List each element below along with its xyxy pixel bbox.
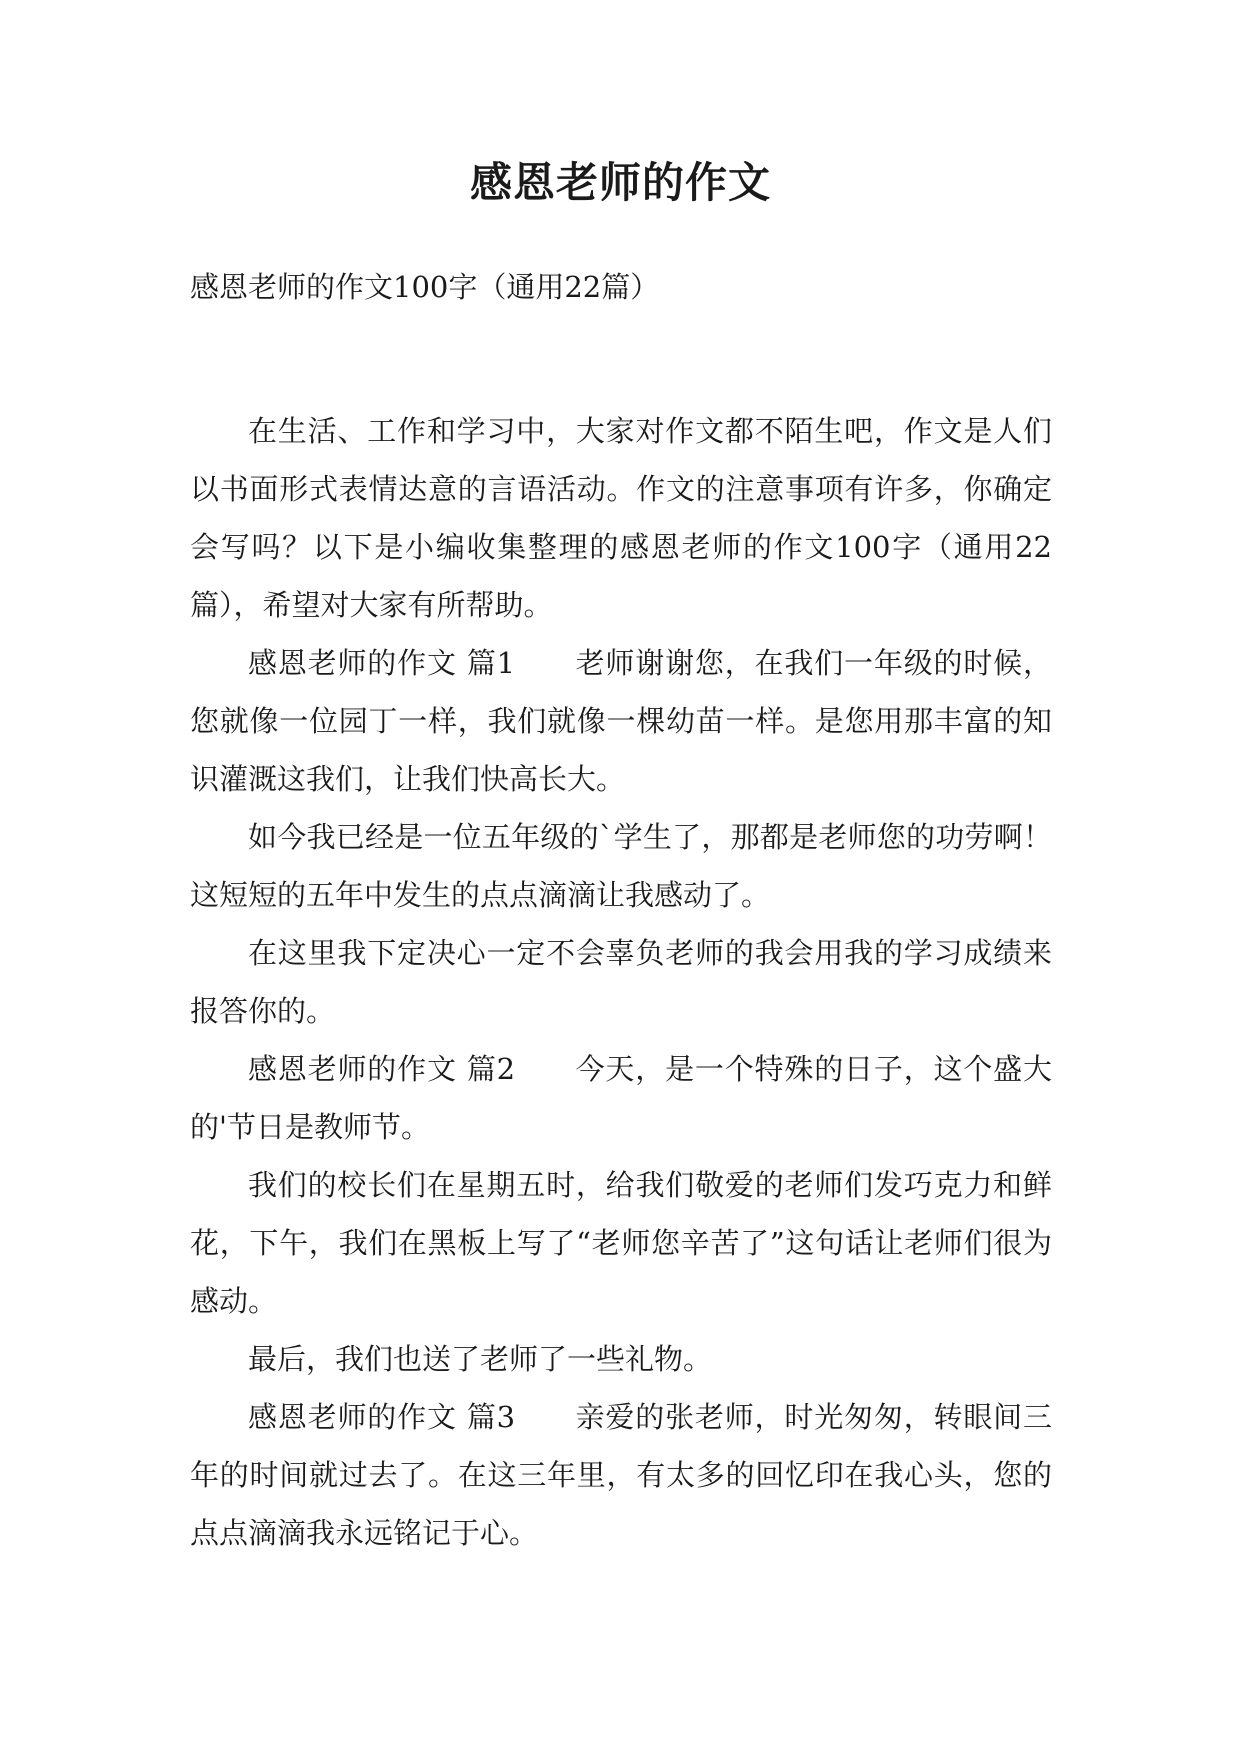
body-paragraph: 感恩老师的作文 篇2 今天，是一个特殊的日子，这个盛大的'节日是教师节。	[190, 1052, 1052, 1144]
body-paragraph: 我们的校长们在星期五时，给我们敬爱的老师们发巧克力和鲜花，下午，我们在黑板上写了“老师您辛苦了”这句话让老师们很为感动。	[190, 1168, 1052, 1318]
document-body	[190, 402, 1052, 1562]
body-paragraph: 感恩老师的作文 篇1 老师谢谢您，在我们一年级的时候，您就像一位园丁一样，我们就像一棵幼苗一样。是您用那丰富的知识灌溉这我们，让我们快高长大。	[190, 646, 1052, 796]
body-paragraph: 在这里我下定决心一定不会辜负老师的我会用我的学习成绩来报答你的。	[190, 936, 1052, 1028]
document-title: 感恩老师的作文	[469, 158, 771, 207]
body-paragraph: 最后，我们也送了老师了一些礼物。	[248, 1342, 713, 1376]
body-paragraph: 感恩老师的作文 篇3 亲爱的张老师，时光匆匆，转眼间三年的时间就过去了。在这三年里，有太多的回忆印在我心头，您的点点滴滴我永远铭记于心。	[190, 1400, 1052, 1550]
body-paragraph: 在生活、工作和学习中，大家对作文都不陌生吧，作文是人们以书面形式表情达意的言语活动。作文的注意事项有许多，你确定会写吗？以下是小编收集整理的感恩老师的作文100字（通用22篇），希望对大家有所帮助。	[190, 414, 1052, 622]
document-subtitle: 感恩老师的作文100字（通用22篇）	[190, 270, 660, 304]
body-paragraph: 如今我已经是一位五年级的`学生了，那都是老师您的功劳啊！这短短的五年中发生的点点滴滴让我感动了。	[190, 820, 1052, 912]
